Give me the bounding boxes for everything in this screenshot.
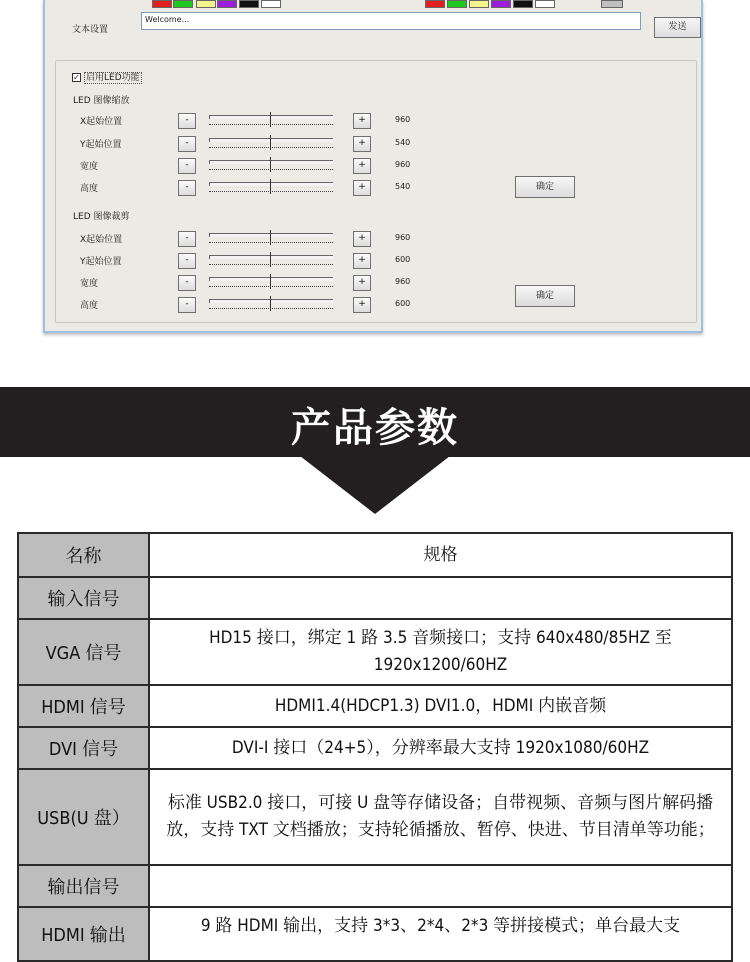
table-row <box>18 907 732 961</box>
slider-track[interactable] <box>205 274 337 291</box>
increment-button[interactable]: + <box>353 253 371 269</box>
slider-thumb[interactable] <box>268 252 274 267</box>
slider-label: 高度 <box>80 184 99 194</box>
table-row <box>18 619 732 685</box>
slider-label: X起始位置 <box>80 235 123 245</box>
banner-title: 产品参数 <box>291 404 459 451</box>
led-enable-label: 启用LED功能 <box>86 73 140 83</box>
color-swatch[interactable] <box>217 0 237 8</box>
text-setting-input[interactable]: Welcome... <box>141 12 641 30</box>
color-swatch[interactable] <box>261 0 281 8</box>
increment-button[interactable]: + <box>353 297 371 313</box>
color-swatch[interactable] <box>173 0 193 8</box>
slider-row <box>45 230 701 248</box>
decrement-button[interactable]: - <box>178 253 196 269</box>
color-swatch[interactable] <box>447 0 467 8</box>
decrement-button[interactable]: - <box>178 113 196 129</box>
slider-thumb[interactable] <box>268 296 274 311</box>
slider-value: 960 <box>395 277 411 286</box>
header-spec-cell: 规格 <box>149 533 732 577</box>
color-swatch-row <box>45 0 701 8</box>
table-header-row <box>18 533 732 577</box>
crop-ok-button[interactable]: 确定 <box>515 285 575 307</box>
increment-button[interactable]: + <box>353 158 371 174</box>
table-row <box>18 865 732 907</box>
slider-track[interactable] <box>205 230 337 247</box>
slider-value: 960 <box>395 115 411 124</box>
slider-label: Y起始位置 <box>80 257 122 267</box>
row-spec-cell <box>149 577 732 619</box>
slider-value: 960 <box>395 160 411 169</box>
row-name-cell: HDMI 信号 <box>18 685 149 727</box>
slider-label: 宽度 <box>80 279 99 289</box>
decrement-button[interactable]: - <box>178 231 196 247</box>
row-spec-cell: 9 路 HDMI 输出，支持 3*3、2*4、2*3 等拼接模式；单台最大支 <box>149 907 732 961</box>
slider-row <box>45 112 701 130</box>
color-swatch[interactable] <box>601 0 623 8</box>
scale-ok-button[interactable]: 确定 <box>515 176 575 198</box>
slider-thumb[interactable] <box>268 157 274 172</box>
table-row <box>18 727 732 769</box>
slider-value: 600 <box>395 299 411 308</box>
checkbox[interactable]: ✓ <box>73 73 80 82</box>
row-spec-cell: HD15 接口，绑定 1 路 3.5 音频接口；支持 640x480/85HZ 至 1920x1200/60HZ <box>149 619 732 685</box>
slider-track[interactable] <box>205 296 337 313</box>
row-spec-cell: 标准 USB2.0 接口，可接 U 盘等存储设备；自带视频、音频与图片解码播放，支持 TXT 文档播放；支持轮循播放、暂停、快进、节目清单等功能； <box>149 769 732 865</box>
decrement-button[interactable]: - <box>178 158 196 174</box>
slider-track[interactable] <box>205 252 337 269</box>
slider-row <box>45 274 701 292</box>
slider-thumb[interactable] <box>268 179 274 194</box>
header-name-cell: 名称 <box>18 533 149 577</box>
row-name-cell: 输入信号 <box>18 577 149 619</box>
spec-table <box>17 532 733 962</box>
text-setting-label: 文本设置 <box>72 25 109 35</box>
slider-label: X起始位置 <box>80 117 123 127</box>
increment-button[interactable]: + <box>353 231 371 247</box>
slider-track[interactable] <box>205 157 337 174</box>
slider-row <box>45 252 701 270</box>
slider-value: 600 <box>395 255 411 264</box>
slider-thumb[interactable] <box>268 135 274 150</box>
slider-thumb[interactable] <box>268 230 274 245</box>
row-spec-cell <box>149 865 732 907</box>
banner-arrow-icon <box>300 456 450 514</box>
row-name-cell: VGA 信号 <box>18 619 149 685</box>
color-swatch[interactable] <box>469 0 489 8</box>
row-name-cell: USB(U 盘） <box>18 769 149 865</box>
increment-button[interactable]: + <box>353 275 371 291</box>
table-row <box>18 685 732 727</box>
decrement-button[interactable]: - <box>178 275 196 291</box>
led-enable-checkbox-row[interactable] <box>72 70 142 83</box>
slider-value: 540 <box>395 182 411 191</box>
increment-button[interactable]: + <box>353 180 371 196</box>
increment-button[interactable]: + <box>353 136 371 152</box>
decrement-button[interactable]: - <box>178 180 196 196</box>
slider-label: Y起始位置 <box>80 140 122 150</box>
slider-label: 高度 <box>80 301 99 311</box>
color-swatch[interactable] <box>491 0 511 8</box>
color-swatch[interactable] <box>196 0 216 8</box>
increment-button[interactable]: + <box>353 113 371 129</box>
row-name-cell: DVI 信号 <box>18 727 149 769</box>
slider-row <box>45 179 701 197</box>
slider-value: 960 <box>395 233 411 242</box>
send-button[interactable]: 发送 <box>654 17 701 38</box>
color-swatch[interactable] <box>513 0 533 8</box>
color-swatch[interactable] <box>239 0 259 8</box>
slider-track[interactable] <box>205 112 337 129</box>
decrement-button[interactable]: - <box>178 136 196 152</box>
table-row <box>18 769 732 865</box>
slider-value: 540 <box>395 138 411 147</box>
slider-thumb[interactable] <box>268 112 274 127</box>
row-spec-cell: HDMI1.4(HDCP1.3) DVI1.0，HDMI 内嵌音频 <box>149 685 732 727</box>
color-swatch[interactable] <box>535 0 555 8</box>
led-crop-title: LED 图像裁剪 <box>73 212 130 222</box>
led-scale-title: LED 图像缩放 <box>73 96 130 106</box>
slider-track[interactable] <box>205 179 337 196</box>
table-row <box>18 577 732 619</box>
slider-label: 宽度 <box>80 162 99 172</box>
decrement-button[interactable]: - <box>178 297 196 313</box>
slider-row <box>45 157 701 175</box>
row-name-cell: 输出信号 <box>18 865 149 907</box>
slider-track[interactable] <box>205 135 337 152</box>
color-swatch[interactable] <box>152 0 172 8</box>
control-software-window <box>43 0 703 333</box>
slider-row <box>45 135 701 153</box>
row-spec-cell: DVI-I 接口（24+5），分辨率最大支持 1920x1080/60HZ <box>149 727 732 769</box>
color-swatch[interactable] <box>425 0 445 8</box>
slider-thumb[interactable] <box>268 274 274 289</box>
row-name-cell: HDMI 输出 <box>18 907 149 961</box>
slider-row <box>45 296 701 314</box>
